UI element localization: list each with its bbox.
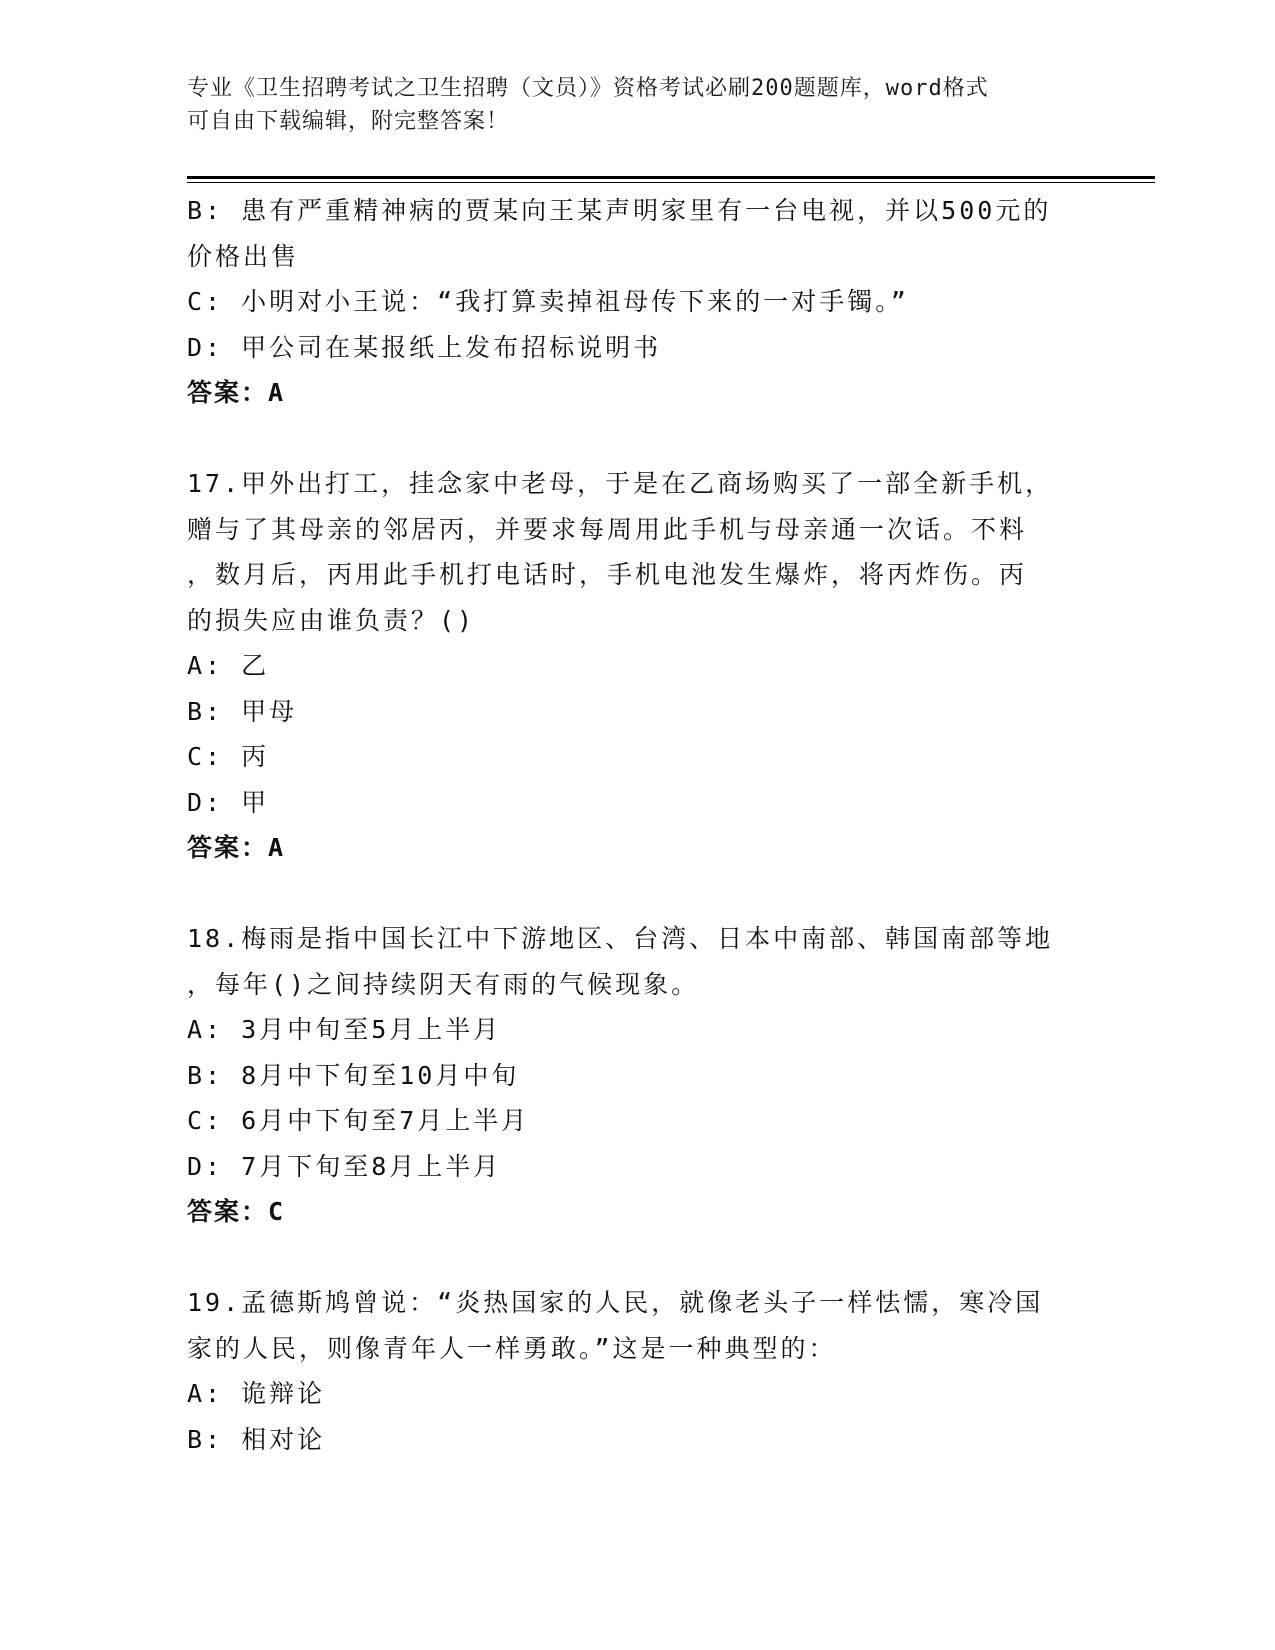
question-stem-line: 赠与了其母亲的邻居丙，并要求每周用此手机与母亲通一次话。不料 bbox=[187, 514, 1028, 544]
option-letter: A: bbox=[187, 651, 224, 680]
option-letter: B: bbox=[187, 696, 224, 726]
option-text: 相对论 bbox=[241, 1424, 326, 1454]
option-text: 患有严重精神病的贾某向王某声明家里有一台电视，并以500元的 bbox=[241, 196, 1052, 225]
question-stem-line: 家的人民，则像青年人一样勇敢。”这是一种典型的： bbox=[187, 1333, 837, 1363]
question-stem-line: 18.梅雨是指中国长江中下游地区、台湾、日本中南部、韩国南部等地 bbox=[187, 924, 1054, 953]
option-text: 3月中旬至5月上半月 bbox=[241, 1015, 502, 1044]
question-stem-line: 19.孟德斯鸠曾说：“炎热国家的人民，就像老头子一样怯懦，寒冷国 bbox=[187, 1288, 1044, 1317]
option-text: 7月下旬至8月上半月 bbox=[241, 1151, 502, 1181]
option-letter: D: bbox=[187, 1151, 224, 1181]
option-c bbox=[187, 279, 1087, 325]
option-text: 甲 bbox=[241, 787, 270, 817]
answer-line: 答案：C bbox=[187, 1197, 286, 1226]
option-text: 小明对小王说：“我打算卖掉祖母传下来的一对手镯。” bbox=[241, 287, 909, 316]
option-letter: C: bbox=[187, 1106, 224, 1135]
answer-line: 答案：A bbox=[187, 378, 286, 407]
option-letter: B: bbox=[187, 1424, 224, 1454]
option-letter: D: bbox=[187, 787, 224, 817]
option-letter: D: bbox=[187, 332, 224, 362]
question-stem-line: 的损失应由谁负责？() bbox=[187, 605, 476, 635]
option-text: 8月中下旬至10月中旬 bbox=[241, 1060, 520, 1090]
header-line-2: 可自由下载编辑，附完整答案！ bbox=[187, 109, 510, 134]
option-text: 诡辩论 bbox=[241, 1379, 326, 1408]
option-b bbox=[187, 1053, 1087, 1099]
option-text: 甲公司在某报纸上发布招标说明书 bbox=[241, 332, 662, 362]
option-letter: B: bbox=[187, 1060, 224, 1090]
option-d bbox=[187, 325, 1087, 371]
option-a bbox=[187, 1007, 1087, 1053]
question-content bbox=[187, 188, 1087, 1462]
option-text: 甲母 bbox=[241, 696, 298, 726]
option-text-continued: 价格出售 bbox=[187, 241, 300, 271]
option-d bbox=[187, 1144, 1087, 1190]
option-a bbox=[187, 643, 1087, 689]
option-b bbox=[187, 188, 1087, 279]
spacer bbox=[187, 416, 1087, 462]
header-rule-thin bbox=[187, 182, 1155, 183]
option-b bbox=[187, 1417, 1087, 1463]
document-header bbox=[187, 72, 1067, 138]
option-letter: C: bbox=[187, 742, 224, 771]
question-stem-line: ，每年()之间持续阴天有雨的气候现象。 bbox=[187, 969, 700, 999]
option-d bbox=[187, 780, 1087, 826]
option-letter: B: bbox=[187, 196, 224, 225]
option-text: 乙 bbox=[241, 651, 270, 680]
question-19 bbox=[187, 1280, 1087, 1462]
option-c bbox=[187, 1098, 1087, 1144]
option-text: 丙 bbox=[241, 742, 270, 771]
answer-line: 答案：A bbox=[187, 833, 286, 862]
spacer bbox=[187, 1235, 1087, 1281]
option-letter: A: bbox=[187, 1379, 224, 1408]
option-letter: C: bbox=[187, 287, 224, 316]
spacer bbox=[187, 871, 1087, 917]
question-stem-line: ，数月后，丙用此手机打电话时，手机电池发生爆炸，将丙炸伤。丙 bbox=[187, 560, 1028, 589]
option-a bbox=[187, 1371, 1087, 1417]
option-text: 6月中下旬至7月上半月 bbox=[241, 1106, 530, 1135]
header-line-1: 专业《卫生招聘考试之卫生招聘（文员）》资格考试必刷200题题库，word格式 bbox=[187, 76, 989, 101]
question-18 bbox=[187, 916, 1087, 1235]
option-c bbox=[187, 734, 1087, 780]
header-rule-thick bbox=[187, 176, 1155, 179]
option-letter: A: bbox=[187, 1015, 224, 1044]
question-17 bbox=[187, 461, 1087, 871]
option-b bbox=[187, 689, 1087, 735]
question-stem-line: 17.甲外出打工，挂念家中老母，于是在乙商场购买了一部全新手机， bbox=[187, 469, 1054, 498]
